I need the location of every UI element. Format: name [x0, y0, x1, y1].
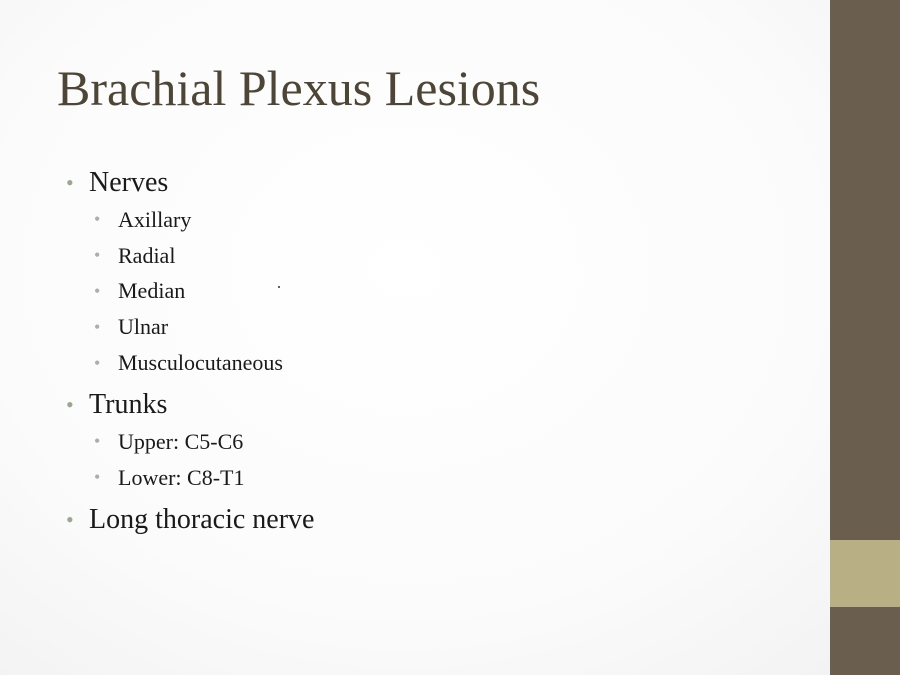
bullet-dot-icon: • — [66, 391, 74, 417]
sub-bullet-lower-trunk — [66, 460, 314, 496]
sub-bullet-label: Radial — [118, 242, 176, 268]
sub-bullet-dot-icon: • — [94, 431, 101, 452]
sub-bullet-dot-icon: • — [94, 467, 101, 488]
sub-bullet-upper-trunk — [66, 424, 314, 460]
sub-bullet-label: Lower: C8-T1 — [118, 464, 245, 490]
bullet-dot-icon: • — [66, 170, 74, 195]
bullet-label: Trunks — [89, 388, 168, 420]
bullet-label: Long thoracic nerve — [89, 503, 315, 535]
sub-bullet-radial — [66, 238, 314, 274]
sub-bullet-median — [66, 274, 314, 310]
stray-dot-mark — [278, 286, 280, 288]
bullet-list — [66, 164, 314, 539]
right-bar-accent-block — [830, 540, 900, 607]
sub-bullet-label: Ulnar — [118, 314, 169, 340]
bullet-nerves — [66, 164, 314, 202]
sub-bullet-dot-icon: • — [94, 209, 101, 230]
bullet-dot-icon: • — [66, 506, 74, 532]
sub-bullet-dot-icon: • — [94, 245, 101, 266]
sub-bullet-label: Musculocutaneous — [118, 350, 283, 376]
sub-bullet-dot-icon: • — [94, 316, 101, 337]
bullet-label: Nerves — [89, 167, 169, 198]
bullet-long-thoracic-nerve — [66, 501, 314, 539]
sub-bullet-axillary — [66, 202, 314, 238]
sub-bullet-label: Upper: C5-C6 — [118, 428, 244, 454]
slide-title: Brachial Plexus Lesions — [57, 60, 541, 116]
sub-bullet-ulnar — [66, 309, 314, 345]
sub-bullet-label: Axillary — [118, 206, 192, 232]
sub-bullet-label: Median — [118, 278, 186, 304]
bullet-trunks — [66, 386, 314, 424]
sub-bullet-musculocutaneous — [66, 345, 314, 381]
sub-bullet-dot-icon: • — [94, 352, 101, 373]
sub-bullet-dot-icon: • — [94, 280, 101, 301]
